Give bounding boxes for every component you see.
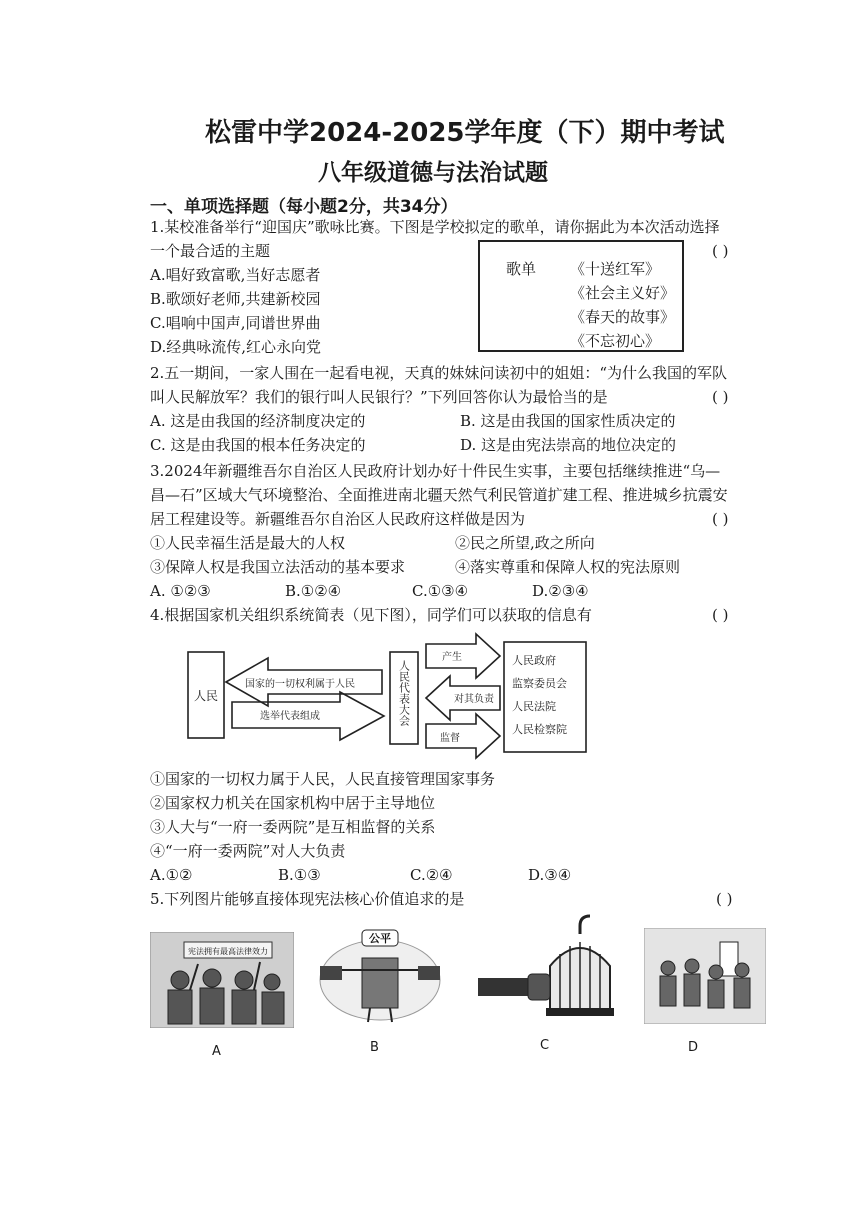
q4-item-3: ③人大与“一府一委两院”是互相监督的关系: [150, 818, 436, 836]
picture-b-fairness: [310, 926, 450, 1026]
q3-answer-paren: ( ): [712, 510, 729, 528]
people-label: 人民: [193, 689, 219, 703]
rights-arrow-label: 国家的一切权利属于人民: [245, 679, 355, 690]
q4-stem: 4.根据国家机关组织系统简表（见下图），同学们可以获取的信息有: [150, 606, 592, 624]
q2-option-d: D. 这是由宪法崇高的地位决定的: [460, 436, 677, 454]
q1-option-d: D.经典咏流传,红心永向党: [150, 338, 322, 356]
q2-stem-line2: 叫人民解放军？我们的银行叫人民银行？”下列回答你认为最恰当的是: [150, 388, 608, 406]
q3-stem-line2: 昌—石”区域大气环境整治、全面推进南北疆天然气利民管道扩建工程、推进城乡抗震安: [150, 486, 728, 504]
picture-d-label: D: [688, 1040, 699, 1055]
q1-option-c: C.唱响中国声,同谱世界曲: [150, 314, 321, 332]
supervise-arrow: [426, 714, 500, 758]
q4-option-b: B.①③: [278, 866, 321, 884]
q3-item-3: ③保障人权是我国立法活动的基本要求: [150, 558, 406, 576]
q3-option-d: D.②③④: [532, 582, 589, 600]
q3-option-c: C.①③④: [412, 582, 469, 600]
song-list-label: 歌单: [506, 260, 537, 278]
picture-a-sign: 宪法拥有最高法律效力: [188, 947, 268, 956]
q1-option-b: B.歌颂好老师,共建新校园: [150, 290, 321, 308]
q5-answer-paren: ( ): [716, 890, 733, 908]
organ-1: 人民政府: [512, 654, 556, 667]
produce-label: 产生: [442, 652, 462, 663]
responsible-label: 对其负责: [454, 694, 494, 705]
q4-answer-paren: ( ): [712, 606, 729, 624]
q4-item-1: ①国家的一切权力属于人民，人民直接管理国家事务: [150, 770, 496, 788]
picture-b-label: B: [370, 1040, 379, 1055]
q2-option-c: C. 这是由我国的根本任务决定的: [150, 436, 366, 454]
q1-stem-line1: 1.某校准备举行“迎国庆”歌咏比赛。下图是学校拟定的歌单，请你据此为本次活动选择: [150, 218, 720, 236]
song-2: 《社会主义好》: [570, 284, 676, 302]
produce-arrow: [426, 634, 500, 678]
q5-stem: 5.下列图片能够直接体现宪法核心价值追求的是: [150, 890, 465, 908]
q3-stem-line3: 居工程建设等。新疆维吾尔自治区人民政府这样做是因为: [150, 510, 526, 528]
song-4: 《不忘初心》: [570, 332, 661, 350]
state-organ-diagram: [0, 624, 860, 764]
section-heading: 一、单项选择题（每小题2分，共34分）: [150, 197, 458, 217]
congress-label: 人民代表大会: [397, 660, 411, 726]
q3-stem-line1: 3.2024年新疆维吾尔自治区人民政府计划办好十件民生实事，主要包括继续推进“乌—: [150, 462, 721, 480]
q3-item-1: ①人民幸福生活是最大的人权: [150, 534, 346, 552]
q4-item-2: ②国家权力机关在国家机构中居于主导地位: [150, 794, 436, 812]
picture-a-label: A: [212, 1044, 221, 1059]
picture-d-march: [644, 928, 766, 1024]
song-1: 《十送红军》: [570, 260, 661, 278]
song-3: 《春天的故事》: [570, 308, 676, 326]
exam-title: 松雷中学2024-2025学年度（下）期中考试: [205, 118, 725, 148]
q2-answer-paren: ( ): [712, 388, 729, 406]
q3-option-b: B.①②④: [285, 582, 342, 600]
q3-item-4: ④落实尊重和保障人权的宪法原则: [455, 558, 681, 576]
q1-answer-paren: ( ): [712, 242, 729, 260]
picture-c-label: C: [540, 1038, 550, 1053]
organ-2: 监察委员会: [512, 677, 567, 690]
song-list-box: [478, 240, 684, 352]
picture-c-cage: [478, 912, 638, 1022]
q2-option-a: A. 这是由我国的经济制度决定的: [150, 412, 366, 430]
supervise-label: 监督: [440, 733, 460, 744]
q3-option-a: A. ①②③: [150, 582, 211, 600]
exam-subtitle: 八年级道德与法治试题: [318, 160, 548, 186]
q1-option-a: A.唱好致富歌,当好志愿者: [150, 266, 321, 284]
q1-stem-line2: 一个最合适的主题: [150, 242, 271, 260]
q4-item-4: ④“一府一委两院”对人大负责: [150, 842, 346, 860]
organ-4: 人民检察院: [512, 723, 567, 736]
q4-option-d: D.③④: [528, 866, 572, 884]
q2-stem-line1: 2.五一期间，一家人围在一起看电视，天真的妹妹问读初中的姐姐：“为什么我国的军队: [150, 364, 727, 382]
picture-a-crowd: [150, 932, 294, 1028]
q2-option-b: B. 这是由我国的国家性质决定的: [460, 412, 676, 430]
q4-option-a: A.①②: [150, 866, 193, 884]
elect-arrow-label: 选举代表组成: [260, 711, 320, 722]
picture-b-sign: 公平: [369, 932, 391, 945]
q4-option-c: C.②④: [410, 866, 453, 884]
q3-item-2: ②民之所望,政之所向: [455, 534, 595, 552]
organ-3: 人民法院: [512, 700, 556, 713]
